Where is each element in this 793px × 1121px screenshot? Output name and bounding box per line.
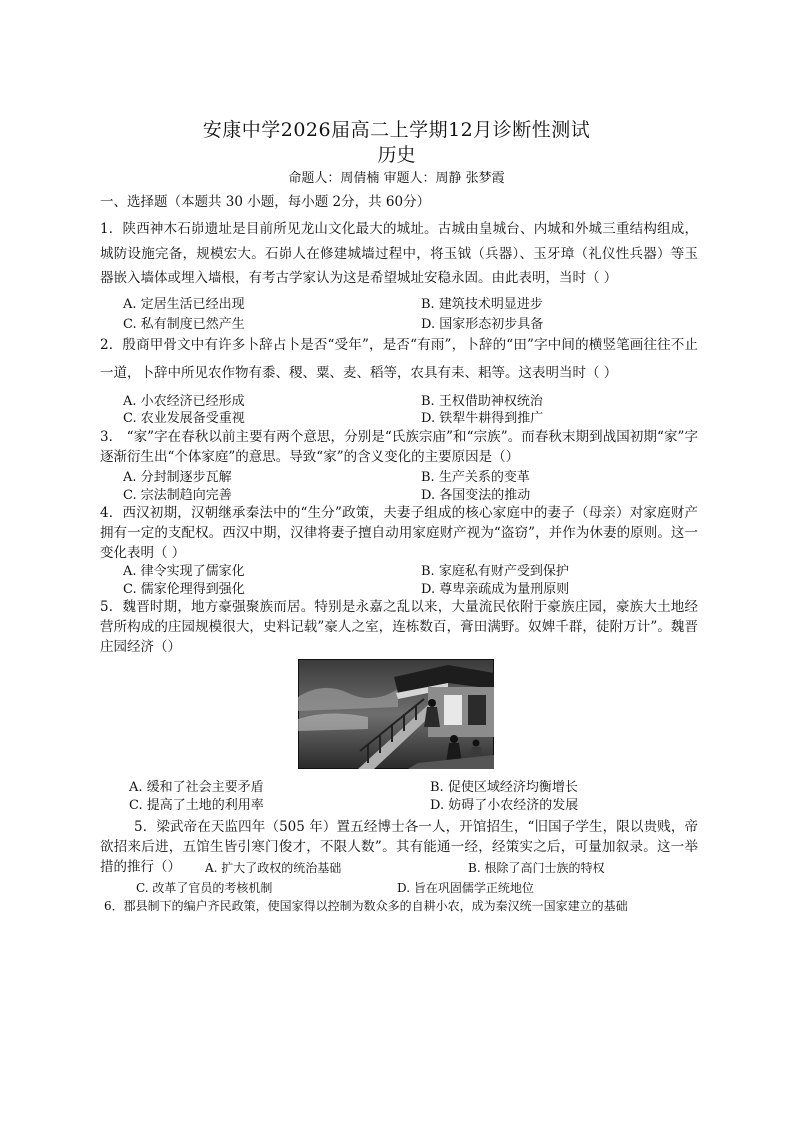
q5b-option-b: B. 根除了高门士族的特权 <box>468 861 605 875</box>
q2-option-b: B. 王权借助神权统治 <box>421 394 543 409</box>
authors-line: 命题人：周倩楠 审题人：周静 张梦霞 <box>288 171 505 186</box>
q3-option-c: C. 宗法制趋向完善 <box>123 488 232 503</box>
q4-option-c: C. 儒家伦理得到强化 <box>123 582 245 597</box>
q2-option-a: A. 小农经济已经形成 <box>123 394 245 409</box>
exam-title: 安康中学2026届高二上学期12月诊断性测试 <box>202 119 591 141</box>
q3-option-a: A. 分封制逐步瓦解 <box>123 470 232 485</box>
q5b-option-c: C. 改革了官员的考核机制 <box>136 881 273 895</box>
q4-option-a: A. 律令实现了儒家化 <box>123 564 245 579</box>
question-5: 5．魏晋时期，地方豪强聚族而居。特别是永嘉之乱以来，大量流民依附于豪族庄园，豪族大土地经营所构成的庄园规模很大，史料记载”豪人之室，连栋数百，膏田满野。奴婢千群，徒附万计”。魏晋庄园经济（） <box>100 599 698 655</box>
question-2: 2．殷商甲骨文中有许多卜辞占卜是否“受年”，是否“有雨”，卜辞的“田”字中间的横竖笔画往往不止一道，卜辞中所见农作物有黍、稷、粟、麦、稻等，农具有耒、耜等。这表明当时（ ） <box>100 337 698 381</box>
q2-option-c: C. 农业发展备受重视 <box>123 411 245 426</box>
q5-option-c: C. 提高了土地的利用率 <box>129 798 264 813</box>
question-1: 1．陕西神木石峁遗址是目前所见龙山文化最大的城址。古城由皇城台、内城和外城三重结构组成，城防设施完备，规模宏大。石峁人在修建城墙过程中，将玉钺（兵器）、玉牙璋（礼仪性兵器）等玉器嵌入墙体或埋入墙根，有考古学家认为这是希望城址安稳永固。由此表明，当时（ ） <box>100 221 698 286</box>
q5-option-b: B. 促使区域经济均衡增长 <box>430 780 578 795</box>
q5b-option-a: A. 扩大了政权的统治基础 <box>205 861 342 875</box>
q4-option-b: B. 家庭私有财产受到保护 <box>421 564 569 579</box>
question-4: 4．西汉初期，汉朝继承秦法中的“生分”政策，夫妻子组成的核心家庭中的妻子（母亲）对家庭财产拥有一定的支配权。西汉中期，汉律将妻子擅自动用家庭财产视为“盗窃”，并作为休妻的原则。这一变化表明（ ） <box>100 505 698 561</box>
section-heading: 一、选择题（本题共 30 小题，每小题 2分，共 60分） <box>100 194 431 210</box>
q5-option-a: A. 缓和了社会主要矛盾 <box>129 780 264 795</box>
q3-option-b: B. 生产关系的变革 <box>421 470 530 485</box>
estate-painting-image <box>298 659 494 769</box>
q4-option-d: D. 尊卑亲疏成为量刑原则 <box>421 582 570 597</box>
question-3: 3． “家”字在春秋以前主要有两个意思，分别是“氏族宗庙”和“宗族”。而春秋末期到战国初期“家”字逐渐衍生出“个体家庭”的意思。导致“家”的含义变化的主要原因是（） <box>100 429 698 465</box>
q2-option-d: D. 铁犁牛耕得到推广 <box>421 411 544 426</box>
q1-option-b: B. 建筑技术明显进步 <box>421 297 543 312</box>
question-5b: 5．梁武帝在天监四年（505 年）置五经博士各一人，开馆招生，“旧国子学生，限以贵贱，帝欲招来后进，五馆生皆引寒门俊才，不限人数”。其有能通一经，经策实之后，可量加叙录。这一举措的推行（） <box>100 819 698 875</box>
q5-option-d: D. 妨碍了小农经济的发展 <box>430 798 579 813</box>
q1-option-c: C. 私有制度已然产生 <box>123 317 245 332</box>
q5b-option-d: D. 旨在巩固儒学正统地位 <box>397 881 534 895</box>
question-6: 6．郡县制下的编户齐民政策，使国家得以控制为数众多的自耕小农，成为秦汉统一国家建立的基础 <box>104 899 628 913</box>
q1-option-a: A. 定居生活已经出现 <box>123 297 245 312</box>
q3-option-d: D. 各国变法的推动 <box>421 488 531 503</box>
q1-option-d: D. 国家形态初步具备 <box>421 317 544 332</box>
subject-title: 历史 <box>377 144 416 166</box>
